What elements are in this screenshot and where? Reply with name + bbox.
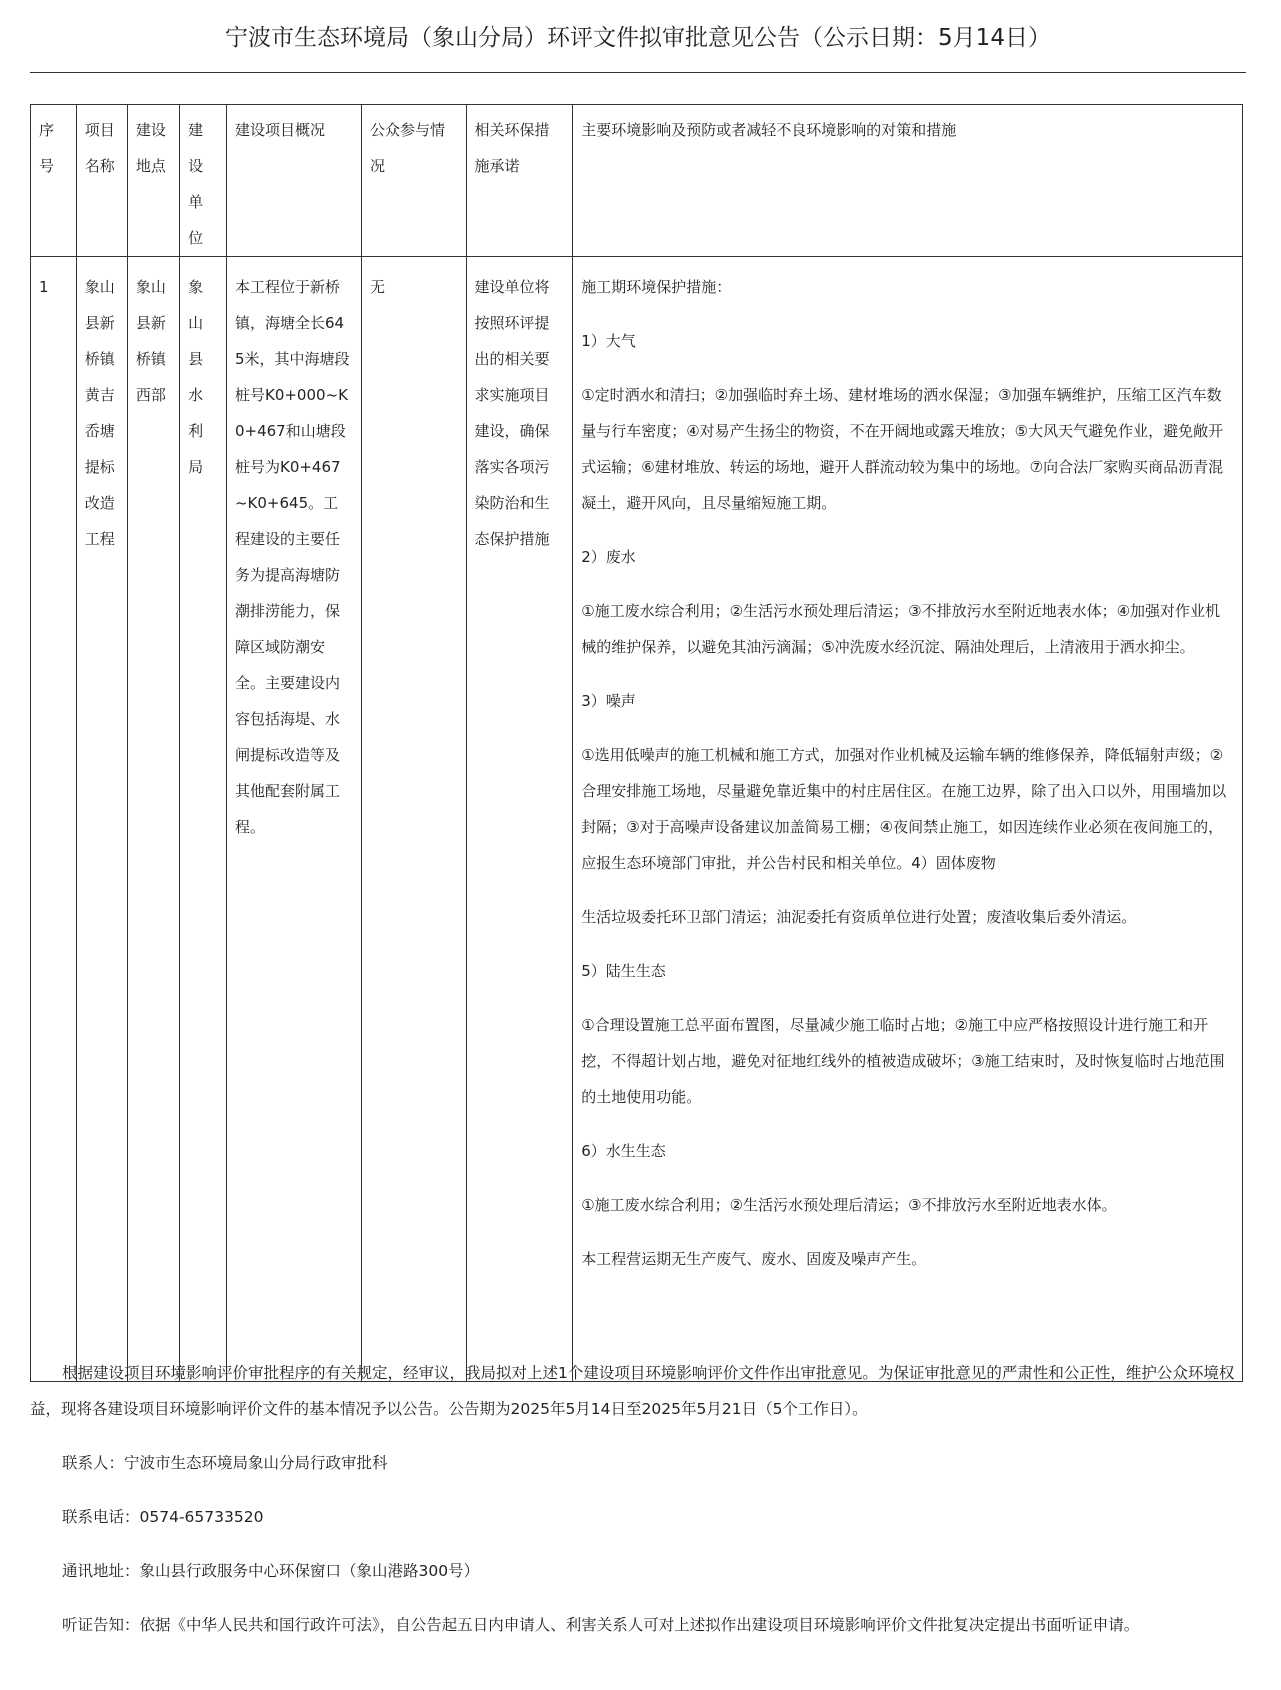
cell-measures xyxy=(573,257,1243,1382)
header-measures: 主要环境影响及预防或者减轻不良环境影响的对策和措施 xyxy=(573,105,1243,257)
approval-table xyxy=(30,104,1243,1382)
footer-section xyxy=(30,1355,1246,1639)
header-project-name: 项目名称 xyxy=(76,105,127,257)
cell-builder: 象山县水利局 xyxy=(180,257,227,1382)
header-overview: 建设项目概况 xyxy=(226,105,361,257)
water-heading: 2）废水 xyxy=(581,548,636,566)
noise-heading: 3）噪声 xyxy=(581,692,636,710)
operation-period-text: 本工程营运期无生产废气、废水、固废及噪声产生。 xyxy=(581,1250,927,1268)
measures-intro: 施工期环境保护措施： xyxy=(581,278,732,296)
title-divider xyxy=(30,72,1246,73)
cell-commitment: 建设单位将按照环评提出的相关要求实施项目建设，确保落实各项污染防治和生态保护措施 xyxy=(466,257,573,1382)
hearing-notice: 听证告知：依据《中华人民共和国行政许可法》，自公告起五日内申请人、利害关系人可对上述拟作出建设项目环境影响评价文件批复决定提出书面听证申请。 xyxy=(62,1616,1140,1634)
noise-text: ①选用低噪声的施工机械和施工方式，加强对作业机械及运输车辆的维修保养，降低辐射声级；②合理安排施工场地，尽量避免靠近集中的村庄居住区。在施工边界，除了出入口以外，用围墙加以封隔；③对于高噪声设备建议加盖简易工棚；④夜间禁止施工，如因连续作业必须在夜间施工的，应报生态环境部门审批，并公告村民和相关单位。4）固体废物 xyxy=(581,746,1227,872)
page-title: 宁波市生态环境局（象山分局）环评文件拟审批意见公告（公示日期：5月14日） xyxy=(225,25,1051,51)
land-ecology-heading: 5）陆生生态 xyxy=(581,962,666,980)
air-heading: 1）大气 xyxy=(581,332,636,350)
cell-public-participation: 无 xyxy=(362,257,467,1382)
water-text: ①施工废水综合利用；②生活污水预处理后清运；③不排放污水至附近地表水体；④加强对作业机械的维护保养，以避免其油污滴漏；⑤冲洗废水经沉淀、隔油处理后，上清液用于洒水抑尘。 xyxy=(581,602,1221,656)
cell-seq: 1 xyxy=(31,257,77,1382)
aquatic-ecology-heading: 6）水生生态 xyxy=(581,1142,666,1160)
table-header-row xyxy=(31,105,1243,257)
aquatic-ecology-text: ①施工废水综合利用；②生活污水预处理后清运；③不排放污水至附近地表水体。 xyxy=(581,1196,1117,1214)
header-public-participation: 公众参与情况 xyxy=(362,105,467,257)
notice-paragraph: 根据建设项目环境影响评价审批程序的有关规定，经审议，我局拟对上述1个建设项目环境影响评价文件作出审批意见。为保证审批意见的严肃性和公正性，维护公众环境权益，现将各建设项目环境影响评价文件的基本情况予以公告。公告期为2025年5月14日至2025年5月21日（5个工作日）。 xyxy=(30,1364,1235,1418)
contact-phone: 联系电话：0574-65733520 xyxy=(62,1508,264,1526)
contact-person: 联系人：宁波市生态环境局象山分局行政审批科 xyxy=(62,1454,388,1472)
air-text: ①定时洒水和清扫；②加强临时弃土场、建材堆场的洒水保湿；③加强车辆维护，压缩工区汽车数量与行车密度；④对易产生扬尘的物资，不在开阔地或露天堆放；⑤大风天气避免作业，避免敞开式运输；⑥建材堆放、转运的场地，避开人群流动较为集中的场地。⑦向合法厂家购买商品沥青混凝土，避开风向，且尽量缩短施工期。 xyxy=(581,386,1224,512)
header-builder: 建设单位 xyxy=(180,105,227,257)
header-location: 建设地点 xyxy=(127,105,179,257)
solid-waste-text: 生活垃圾委托环卫部门清运；油泥委托有资质单位进行处置；废渣收集后委外清运。 xyxy=(581,908,1137,926)
land-ecology-text: ①合理设置施工总平面布置图，尽量减少施工临时占地；②施工中应严格按照设计进行施工和开挖，不得超计划占地，避免对征地红线外的植被造成破坏；③施工结束时，及时恢复临时占地范围的土地使用功能。 xyxy=(581,1016,1225,1106)
cell-location: 象山县新桥镇西部 xyxy=(127,257,179,1382)
header-commitment: 相关环保措施承诺 xyxy=(466,105,573,257)
header-seq: 序号 xyxy=(31,105,77,257)
cell-project-name: 象山县新桥镇黄吉岙塘提标改造工程 xyxy=(76,257,127,1382)
contact-address: 通讯地址：象山县行政服务中心环保窗口（象山港路300号） xyxy=(62,1562,480,1580)
cell-overview: 本工程位于新桥镇，海塘全长645米，其中海塘段桩号K0+000~K0+467和山塘段桩号为K0+467~K0+645。工程建设的主要任务为提高海塘防潮排涝能力，保障区域防潮安全。主要建设内容包括海堤、水闸提标改造等及其他配套附属工程。 xyxy=(226,257,361,1382)
table-row xyxy=(31,257,1243,1382)
